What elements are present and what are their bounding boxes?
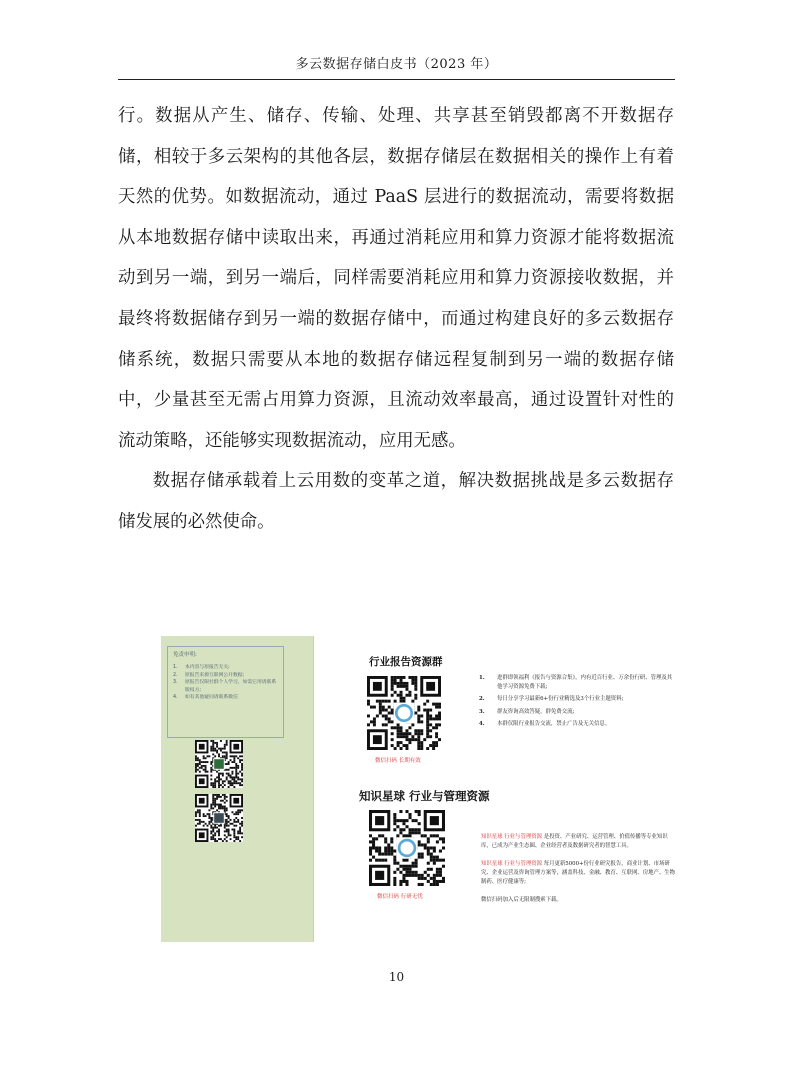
planet-title: 知识星球 行业与管理资源 xyxy=(359,789,490,803)
header-rule xyxy=(118,79,675,80)
disclaimer-box xyxy=(167,646,284,738)
header-title: 多云数据存储白皮书（2023 年） xyxy=(295,57,498,72)
disclaimer-list xyxy=(173,664,278,702)
qr-code-icon xyxy=(195,794,243,842)
qr-code-icon xyxy=(195,740,243,788)
disclaimer-item: 3. 原报告仅限社群个人学习，如需它用请联系版权方; xyxy=(173,680,277,693)
qr-code-icon xyxy=(367,676,441,750)
disclaimer-item: 1. 本内容与原报告无关; xyxy=(173,665,230,670)
scan-caption: 微信扫码 长期有效 xyxy=(375,758,421,764)
list-item: 3. 群友咨询高效答疑，群免费交流; xyxy=(479,708,575,715)
page-number: 10 xyxy=(388,970,405,984)
disclaimer-title: 免责申明: xyxy=(173,652,197,658)
paragraph: 行。数据从产生、储存、传输、处理、共享甚至销毁都离不开数据存储，相较于多云架构的其他各层，数据存储层在数据相关的操作上有着天然的优势。如数据流动，通过 PaaS 层进行的数据流动，需要将数据从本地数据存储中读取出来，再通过消耗应用和算力资源才能将数据流动到另一端，到另一端后，同样需要消耗应用和算力资源接收数据，并最终将数据储存到另一端的数据存储中，而通过构建良好的多云数据存储系统，数据只需要从本地的数据存储远程复制到另一端的数据存储中，少量甚至无需占用算力资源，且流动效率最高，通过设置针对性的流动策略，还能够实现数据流动，应用无感。 xyxy=(118,106,674,451)
group-benefits-list xyxy=(479,674,673,733)
ad-left-panel xyxy=(161,636,314,942)
qr-code-icon xyxy=(369,810,445,886)
planet-description: 知识星球 行业与管理资源 是投资、产业研究、运营管理、价值传播等专业知识库，已成为产业生态圈、企业经营者及数据研究者的智慧工具。 知识星球 行业与管理资源 每月更新5000+份行业研究报告，商业计划、市场研究、企业运营及咨询管理方案等，涵盖科技、金融、教育、互联网、房地产、生物制药、医疗健康等; 微信扫码加入后无限制搜索下载。 xyxy=(481,834,676,903)
paragraph: 数据存储承载着上云用数的变革之道，解决数据挑战是多云数据存储发展的必然使命。 xyxy=(118,471,674,532)
scan-caption: 微信扫码 行研无忧 xyxy=(377,894,423,900)
list-item: 4. 本群仅限行业报告交流，禁止广告及无关信息。 xyxy=(479,721,611,728)
disclaimer-item: 2. 原报告来源互联网公开数据; xyxy=(173,672,245,678)
advertisement-image xyxy=(161,636,675,944)
group-title: 行业报告资源群 xyxy=(369,656,443,668)
disclaimer-item: 4. 如有其他疑问请联系微信 xyxy=(173,695,238,700)
body-text xyxy=(118,96,674,543)
list-item: 1. 进群即领福利《报告与资源合集》，内有近百行业、万余份行研、管理及其他学习资源免费下载; xyxy=(479,675,673,690)
list-item: 2. 每日分享学习最新6+份行业精选及3个行业主题资料; xyxy=(479,696,624,703)
